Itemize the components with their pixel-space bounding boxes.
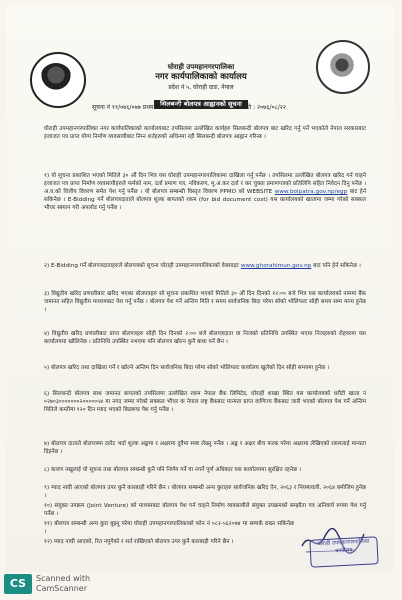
intro-paragraph: घोराही उपमहानगरपालिका नगर कार्यपालिकाको कार्यालयबाट तपसिलमा उल्लेखित कार्यहरु सिलबन्दी बोलपत्र बाट खरिद गर्नु पर्ने भएकोले नेपाल सरकारबाट इजाजत पत्र प्राप्त योग्य निर्माण व्यवसायीबाट निम्न शर्तहरुको अधिनमा रही सिलबन्दी बोलपत्र आह्वान गरिन्छ । bbox=[44, 126, 366, 140]
clause-1 bbox=[44, 172, 366, 212]
notice-meta bbox=[92, 103, 286, 111]
stamp-line-1: घोराही उपमहानगरपालिका bbox=[317, 538, 370, 548]
notice-number: सूचना नं ११/०७६/०७७ प्रथम पटक प्रकाशित bbox=[92, 104, 188, 111]
clause-2-text: २) E-Bidding गर्ने बोलपत्रदाताहरुले बोलपत्रको सूचना घोराही उपमहानगरपालिकाको वेबसाइट bbox=[44, 263, 240, 269]
clause-9: ९) म्याद नाघी आएको बोलपत्र उपर कुनै कारबाही गरिने छैन । बोलपत्र सम्बन्धी अन्य कुराहरु सार्वजनिक खरिद ऐन, २०६३ र नियमावली, २०६४ बमोजिम हुनेछ । bbox=[44, 485, 366, 499]
clause-11: ११) बोलपत्र सम्बन्धी अन्य कुरा बुझ्नु परेमा घोराही उपमहानगरपालिकाको फोन नं ०८२-५६२०७४ मा सम्पर्क राख्न सकिनेछ । bbox=[44, 521, 294, 535]
clause-7: ७) बोलपत्र दाताले बोलपत्रमा दररेट भर्दा शुल्क अङ्कमा र अक्षरमा दुवैमा स्पष्ट लेख्नु पर्नेछ । अङ्क र अक्षर बीच फरक परेमा अक्षरमा लेखिएको रकमलाई मान्यता दिइनेछ । bbox=[44, 441, 366, 455]
clause-2-suffix: बाट पनि हेर्न सकिनेछ । bbox=[313, 263, 361, 269]
camscanner-logo-icon: CS bbox=[4, 574, 32, 594]
clause-5: ५) बोलपत्र खरिद तथा दाखिला गर्ने र खोल्ने अन्तिम दिन सार्वजनिक बिदा परेमा सोको भोलिपल्ट कार्यालय खुलेको दिन सोही समयमा हुनेछ । bbox=[44, 365, 330, 371]
clause-2 bbox=[44, 262, 366, 270]
notice-title: सिलबन्दी बोलपत्र आह्वानको सूचना bbox=[154, 100, 248, 109]
watermark-line-2: CamScanner bbox=[36, 584, 88, 593]
ppmo-link[interactable]: www.bolpatra.gov.np/egp bbox=[274, 189, 348, 195]
official-stamp bbox=[309, 536, 378, 568]
stamp-line-2: कार्यालय bbox=[335, 547, 353, 555]
clause-3: ३) विद्युतीय खरिद प्रणालीबाट खरिद भएका बोलपत्रहरु सो सूचना प्रकाशित भएको मितिले ३० औं दिन दिनको १२:०० बजे भित्र यस कार्यालयको नाममा बैंक जमानत सहित विद्युतीय माध्यमबाट पेश गर्नु पर्नेछ । बोलपत्र पेश गर्ने अन्तिम मिति र समय सार्वजनिक बिदा परेमा सोको भोलिपल्ट सोही समय सम्म मान्य हुनेछ । bbox=[44, 291, 366, 313]
clause-12: १२) म्याद नाघी आएको, रित नपुगेको र शर्त राखिएको बोलपत्र उपर कुनै कारबाही गरिने छैन । bbox=[44, 539, 234, 545]
camscanner-watermark bbox=[36, 574, 90, 594]
clause-4: ४) विद्युतीय खरिद प्रणालीबाट प्राप्त बोलपत्रहरु सोही दिन दिनको २:०० बजे बोलपत्रदाता वा निजको प्रतिनिधि उपस्थित भएमा निजहरुको रोहवरमा यस कार्यालयमा खोलिनेछ । प्रतिनिधि उपस्थित नभएमा पनि बोलपत्र खोल्न कुनै बाधा पर्ने छैन । bbox=[44, 331, 366, 345]
clause-1-suffix: बाट हेर्न सकिनेछ । E-Bidding गर्ने बोलपत्रदाताले बोलपत्र शुल्क बापतको रकम (for bid document cost) यस कार्यालयको खातामा जम्मा गरेको सक्कल भौचर स्क्यान गरी अपलोड गर्नु पर्नेछ । bbox=[44, 189, 366, 211]
clause-8: ८) कारण नखुलाई यो सूचना तथा बोलपत्र सम्बन्धी कुनै पनि निर्णय गर्ने वा नगर्ने पूर्ण अधिकार यस कार्यालयमा सुरक्षित रहनेछ । bbox=[44, 467, 302, 473]
clause-10: १०) संयुक्त उपक्रम (Joint Venture) को माध्यमबाट बोलपत्र पेश गर्न चाहने निर्माण व्यवसायीले संयुक्त उपक्रमको सम्झौता पत्र अनिवार्य रुपमा पेश गर्नु पर्नेछ । bbox=[44, 503, 366, 517]
watermark-line-1: Scanned with bbox=[36, 574, 91, 583]
clause-6: ६) सिलबन्दी बोलपत्र साथ जमानत बापतको तपसिलमा उल्लेखित रकम नेपाल बैंक लिमिटेड, घोराही शाखा स्थित यस कार्यालयको धरौटी खाता नं ०२७०३०००००००२०००००५४ मा नगद जम्मा गरेको सक्कल भौचर वा नेपाल राष्ट्र बैंकबाट मान्यता प्राप्त वाणिज्य बैंकबाट जारी भएको बोलपत्र पेश गर्ने अन्तिम मितिले कम्तीमा १२० दिन म्याद भएको बिडबण्ड पेश गर्नु पर्नेछ । bbox=[44, 391, 366, 413]
municipality-name: घोराही उपमहानगरपालिका bbox=[167, 63, 235, 71]
office-address: प्रदेश नं ५, घोराही दाङ, नेपाल bbox=[168, 84, 234, 91]
notice-date: मिति : २०७६/०८/२२ bbox=[241, 104, 287, 111]
municipality-website-link[interactable]: www.ghorahimun.gov.np bbox=[240, 263, 312, 269]
clause-1-text: १) यो सूचना प्रकाशित भएको मितिले ३० औं दिन भित्र यस घोराही उपमहानगरपालिकामा दाखिला गर्नु पर्नेछ । तपसिलमा उल्लेखित बोलपत्र खरिद गर्न चाहने इजाजत पत्र प्राप्त निर्माण व्यवसायीहरुले फर्मको नाम, दर्ता प्रमाण पत्र, नविकरण, मू.अ.कर दर्ता र कर चुक्ता प्रमाणपत्रको प्रतिलिपि सहित निवेदन दिनु पर्नेछ । अ.व.को वित्तीय विवरण समेत पेश गर्नु पर्नेछ । यो बोलपत्र सम्बन्धी विस्तृत विवरण PPMO को WEBSITE bbox=[44, 173, 366, 195]
office-name: नगर कार्यपालिकाको कार्यालय bbox=[155, 72, 247, 82]
